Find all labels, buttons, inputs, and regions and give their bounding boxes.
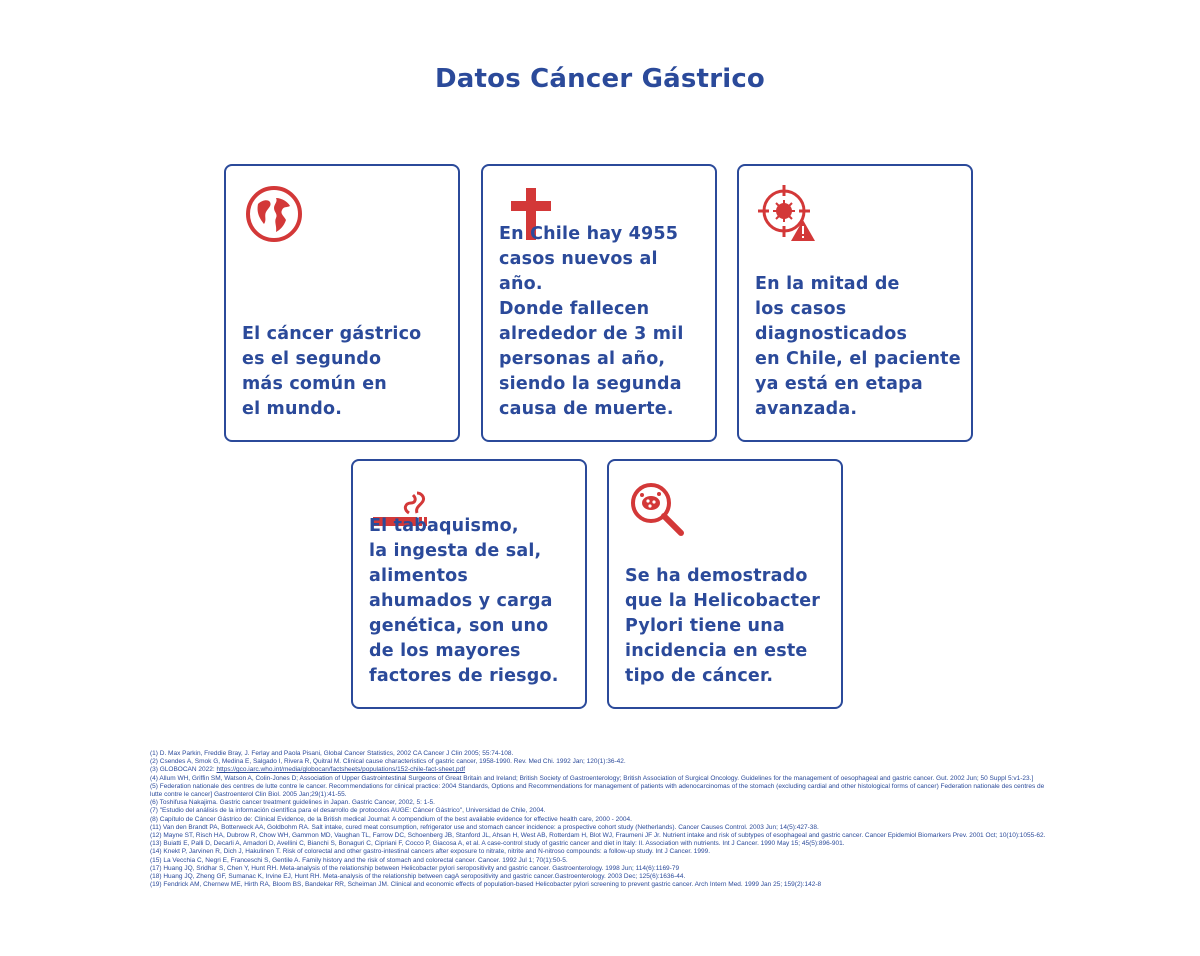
- reference-item: (1) D. Max Parkin, Freddie Bray, J. Ferlay and Paola Pisani, Global Cancer Statistics, 2002 CA Cancer J Clin 2005; 55:74-108.: [150, 750, 514, 757]
- reference-item: (17) Huang JQ, Sridhar S, Chen Y, Hunt RH. Meta-analysis of the relationship between Helicobacter pylori seropositivity and gastric cancer. Gastroenterology. 1998 Jun; 114(6):1169-79: [150, 864, 680, 872]
- reference-item: (2) Csendes A, Smok G, Medina E, Salgado I, Rivera R, Quitral M. Clinical cause characteristics of gastric cancer, 1958-1990. Rev. Med Chi. 1992 Jan; 120(1):36-42.: [150, 758, 626, 766]
- card-text: El tabaquismo, la ingesta de sal, alimentos ahumados y carga genética, son uno de los mayores factores de riesgo.: [369, 516, 559, 686]
- reference-item: (15) La Vecchia C, Negri E, Franceschi S, Gentile A. Family history and the risk of stomach and colorectal cancer. Cancer. 1992 Jul 1; 70(1):50-5.: [150, 856, 568, 864]
- reference-item: (19) Fendrick AM, Chernew ME, Hirth RA, Bloom BS, Bandekar RR, Scheiman JM. Clinical and economic effects of population-based Helicobacter pylori screening to prevent gastric cancer. Arch Intern Med. 1999 Jan 25; 159(2):142-8: [150, 881, 822, 889]
- virus-target-warning-icon: [757, 184, 817, 244]
- reference-item: (5) Federation nationale des centres de lutte contre le cancer. Recommendations for clinical practice: 2004 Standards, Options and Recommendations for management of patients with adenocarcinomas of the stomach (excluding cardial and other histological forms of cancer) Federation nationale des centres de lutte contre le cancer] Gastroenterol Clin Biol. 2005 Jan;29(1):41-55.: [150, 782, 1045, 799]
- references-list: [150, 750, 1050, 889]
- card-advanced-stage: [737, 164, 973, 442]
- reference-item: (14) Knekt P, Jarvinen R, Dich J, Hakulinen T. Risk of colorectal and other gastro-intestinal cancers after exposure to nitrate, nitrite and N-nitroso compounds: a follow-up study. Int J Cancer. 1999.: [150, 848, 711, 856]
- card-text: El cáncer gástrico es el segundo más común en el mundo.: [242, 324, 422, 419]
- bacteria-magnifier-icon: [627, 479, 687, 539]
- globocan-link[interactable]: https://gco.iarc.who.int/media/globocan/factsheets/populations/152-chile-fact-sheet.pdf: [216, 766, 466, 774]
- reference-item: (4) Allum WH, Griffin SM, Watson A, Colin-Jones D; Association of Upper Gastrointestinal Surgeons of Great Britain and Ireland; British Society of Gastroenterology; British Association of Surgical Oncology. Guidelines for the management of oesophageal and gastric cancer. Gut. 2002 Jun; 50 Suppl 5:v1-23.]: [150, 774, 1034, 782]
- reference-item: (12) Mayne ST, Risch HA, Dubrow R, Chow WH, Gammon MD, Vaughan TL, Farrow DC, Schoenberg JB, Stanford JL, Ahsan H, West AB, Rotterdam H, Blot WJ, Fraumeni JF Jr. Nutrient intake and risk of subtypes of esophageal and gastric cancer. Cancer Epidemiol Biomarkers Prev. 2001 Oct; 10(10):1055-62.: [150, 832, 1046, 840]
- card-text: En la mitad de los casos diagnosticados en Chile, el paciente ya está en etapa avanzada.: [755, 274, 961, 419]
- card-helicobacter: [607, 459, 843, 709]
- card-text: En Chile hay 4955 casos nuevos al año. Donde fallecen alrededor de 3 mil personas al año, siendo la segunda causa de muerte.: [499, 224, 684, 419]
- reference-item: (8) Capítulo de Cáncer Gástrico de: Clinical Evidence, de la British medical Journal: A compendium of the best available evidence for effective health care, 2000 - 2004.: [150, 815, 632, 823]
- card-global-rank: [224, 164, 460, 442]
- globe-icon: [244, 184, 304, 244]
- reference-item: (18) Huang JQ, Zheng GF, Sumanac K, Irvine EJ, Hunt RH. Meta-analysis of the relationship between cagA seropositivity and gastric cancer.Gastroenterology. 2003 Dec; 125(6):1636-44.: [150, 873, 686, 881]
- card-text: Se ha demostrado que la Helicobacter Pylori tiene una incidencia en este tipo de cáncer.: [625, 566, 821, 686]
- card-risk-factors: [351, 459, 587, 709]
- reference-item: (3) GLOBOCAN 2022: https://gco.iarc.who.int/media/globocan/factsheets/populations/152-chile-fact-sheet.pdf: [150, 766, 466, 774]
- reference-item: (13) Buiatti E, Palli D, Decarli A, Amadori D, Avellini C, Bianchi S, Bonaguri C, Cipriani F, Cocco P, Giacosa A, et al. A case-control study of gastric cancer and diet in Italy: II. Association with nutrients. Int J Cancer. 1990 May 15; 45(5):896-901.: [150, 840, 845, 848]
- card-chile-cases: [481, 164, 717, 442]
- reference-item: (11) Van den Brandt PA, Botterweck AA, Goldbohm RA. Salt intake, cured meat consumption, refrigerator use and stomach cancer incidence: a prospective cohort study (Netherlands). Cancer Causes Control. 2003 Jun; 14(5):427-38.: [150, 823, 819, 831]
- page-title: Datos Cáncer Gástrico: [435, 64, 765, 94]
- reference-item: (6) Toshifusa Nakajima. Gastric cancer treatment guidelines in Japan. Gastric Cancer, 2002, 5: 1-5.: [150, 799, 435, 807]
- reference-item: (7) "Estudio del análisis de la información científica para el desarrollo de protocolos AUGE: Cáncer Gástrico", Universidad de Chile, 2004.: [150, 807, 546, 815]
